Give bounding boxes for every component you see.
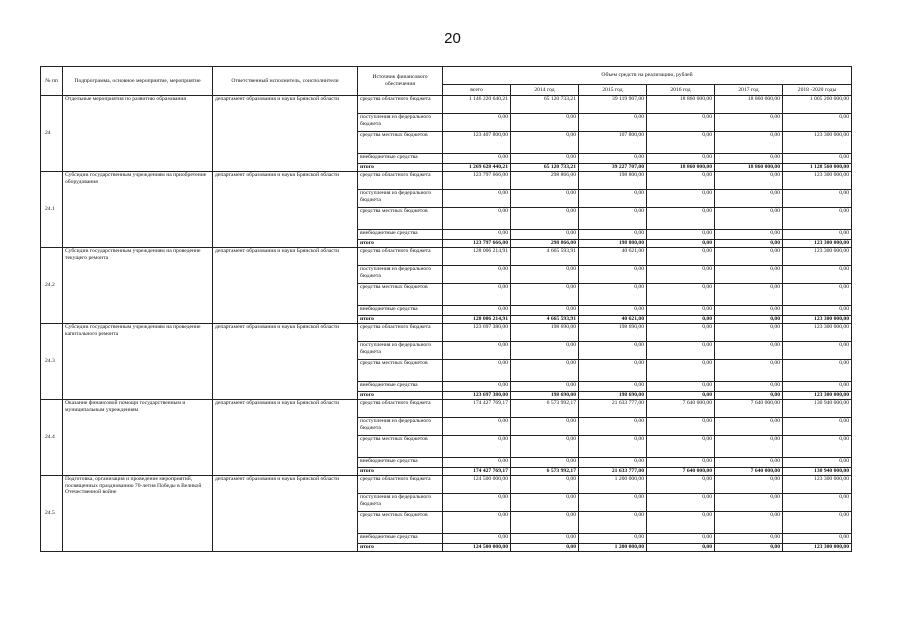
amount-cell: 0,00 bbox=[579, 458, 647, 468]
source-total: итого bbox=[358, 316, 443, 324]
amount-cell: 0,00 bbox=[783, 230, 852, 240]
amount-cell: 0,00 bbox=[647, 382, 715, 392]
amount-cell: 0,00 bbox=[443, 190, 511, 208]
source-extrabudgetary: внебюджетные средства bbox=[358, 154, 443, 164]
amount-cell: 0,00 bbox=[715, 382, 783, 392]
source-federal-budget: поступления из федерального бюджета bbox=[358, 114, 443, 132]
amount-cell: 0,00 bbox=[715, 230, 783, 240]
amount-cell: 0,00 bbox=[715, 534, 783, 544]
amount-cell: 1 128 560 000,00 bbox=[783, 164, 852, 172]
amount-cell: 107 800,00 bbox=[579, 132, 647, 154]
amount-cell: 0,00 bbox=[579, 360, 647, 382]
amount-cell: 123 300 000,00 bbox=[783, 544, 852, 552]
amount-cell: 0,00 bbox=[783, 154, 852, 164]
amount-cell: 0,00 bbox=[647, 208, 715, 230]
program-name: Субсидии государственным учреждениям на проведение текущего ремонта bbox=[63, 248, 213, 324]
amount-cell: 0,00 bbox=[511, 284, 579, 306]
amount-cell: 0,00 bbox=[783, 114, 852, 132]
amount-cell: 0,00 bbox=[579, 306, 647, 316]
amount-cell: 0,00 bbox=[443, 284, 511, 306]
source-federal-budget: поступления из федерального бюджета bbox=[358, 494, 443, 512]
header-year-2014: 2014 год bbox=[511, 85, 579, 96]
amount-cell: 0,00 bbox=[443, 534, 511, 544]
amount-cell: 123 300 000,00 bbox=[783, 316, 852, 324]
row-number: 24.5 bbox=[41, 476, 63, 552]
amount-cell: 0,00 bbox=[647, 266, 715, 284]
header-year-total: всего bbox=[443, 85, 511, 96]
amount-cell: 21 633 777,00 bbox=[579, 400, 647, 418]
amount-cell: 0,00 bbox=[783, 382, 852, 392]
source-extrabudgetary: внебюджетные средства bbox=[358, 306, 443, 316]
amount-cell: 0,00 bbox=[443, 458, 511, 468]
source-extrabudgetary: внебюджетные средства bbox=[358, 382, 443, 392]
amount-cell: 0,00 bbox=[715, 132, 783, 154]
source-total: итого bbox=[358, 240, 443, 248]
program-name: Оказание финансовой помощи государственным и муниципальным учреждениям bbox=[63, 400, 213, 476]
amount-cell: 0,00 bbox=[579, 342, 647, 360]
amount-cell: 0,00 bbox=[443, 114, 511, 132]
amount-cell: 0,00 bbox=[715, 494, 783, 512]
executor-name: департамент образования и науки Брянской области bbox=[213, 172, 358, 248]
amount-cell: 0,00 bbox=[511, 360, 579, 382]
amount-cell: 123 797 666,00 bbox=[443, 240, 511, 248]
amount-cell: 0,00 bbox=[511, 436, 579, 458]
amount-cell: 0,00 bbox=[443, 266, 511, 284]
header-num: № пп bbox=[41, 67, 63, 96]
source-total: итого bbox=[358, 392, 443, 400]
source-total: итого bbox=[358, 164, 443, 172]
amount-cell: 0,00 bbox=[715, 436, 783, 458]
row-number: 24.4 bbox=[41, 400, 63, 476]
amount-cell: 0,00 bbox=[715, 208, 783, 230]
amount-cell: 0,00 bbox=[647, 190, 715, 208]
amount-cell: 0,00 bbox=[511, 418, 579, 436]
amount-cell: 0,00 bbox=[511, 154, 579, 164]
amount-cell: 0,00 bbox=[783, 458, 852, 468]
source-regional-budget: средства областного бюджета bbox=[358, 172, 443, 190]
amount-cell: 0,00 bbox=[647, 172, 715, 190]
amount-cell: 18 860 000,00 bbox=[715, 164, 783, 172]
amount-cell: 6 573 992,17 bbox=[511, 468, 579, 476]
amount-cell: 7 640 000,00 bbox=[715, 468, 783, 476]
source-local-budgets: средства местных бюджетов bbox=[358, 512, 443, 534]
amount-cell: 4 665 593,91 bbox=[511, 316, 579, 324]
program-name: Субсидии государственным учреждениям на приобретение оборудования bbox=[63, 172, 213, 248]
amount-cell: 123 407 800,00 bbox=[443, 132, 511, 154]
amount-cell: 7 640 000,00 bbox=[715, 400, 783, 418]
amount-cell: 0,00 bbox=[715, 316, 783, 324]
amount-cell: 0,00 bbox=[783, 284, 852, 306]
amount-cell: 0,00 bbox=[647, 436, 715, 458]
amount-cell: 198 690,00 bbox=[579, 392, 647, 400]
amount-cell: 0,00 bbox=[647, 418, 715, 436]
header-executor: Ответственный исполнитель, соисполнители bbox=[213, 67, 358, 96]
source-local-budgets: средства местных бюджетов bbox=[358, 132, 443, 154]
source-total: итого bbox=[358, 544, 443, 552]
amount-cell: 198 690,00 bbox=[579, 324, 647, 342]
amount-cell: 0,00 bbox=[443, 512, 511, 534]
amount-cell: 0,00 bbox=[647, 306, 715, 316]
amount-cell: 128 006 214,91 bbox=[443, 316, 511, 324]
amount-cell: 0,00 bbox=[579, 534, 647, 544]
amount-cell: 0,00 bbox=[579, 284, 647, 306]
amount-cell: 0,00 bbox=[783, 494, 852, 512]
amount-cell: 198 690,00 bbox=[511, 324, 579, 342]
amount-cell: 123 300 000,00 bbox=[783, 172, 852, 190]
table-row bbox=[41, 324, 852, 342]
amount-cell: 0,00 bbox=[511, 544, 579, 552]
amount-cell: 0,00 bbox=[783, 190, 852, 208]
amount-cell: 65 120 733,21 bbox=[511, 96, 579, 114]
source-regional-budget: средства областного бюджета bbox=[358, 248, 443, 266]
amount-cell: 0,00 bbox=[715, 190, 783, 208]
amount-cell: 40 621,00 bbox=[579, 248, 647, 266]
amount-cell: 0,00 bbox=[783, 360, 852, 382]
amount-cell: 0,00 bbox=[443, 382, 511, 392]
amount-cell: 0,00 bbox=[443, 418, 511, 436]
amount-cell: 18 860 000,00 bbox=[647, 164, 715, 172]
amount-cell: 0,00 bbox=[579, 494, 647, 512]
amount-cell: 0,00 bbox=[715, 284, 783, 306]
amount-cell: 0,00 bbox=[715, 154, 783, 164]
amount-cell: 0,00 bbox=[579, 114, 647, 132]
amount-cell: 0,00 bbox=[579, 436, 647, 458]
amount-cell: 0,00 bbox=[511, 342, 579, 360]
amount-cell: 0,00 bbox=[783, 306, 852, 316]
amount-cell: 298 866,00 bbox=[511, 172, 579, 190]
executor-name: департамент образования и науки Брянской области bbox=[213, 248, 358, 324]
amount-cell: 0,00 bbox=[647, 534, 715, 544]
header-volume: Объем средств на реализацию, рублей bbox=[443, 67, 852, 85]
amount-cell: 0,00 bbox=[647, 476, 715, 494]
amount-cell: 0,00 bbox=[715, 544, 783, 552]
amount-cell: 0,00 bbox=[647, 512, 715, 534]
header-year-2015: 2015 год bbox=[579, 85, 647, 96]
amount-cell: 0,00 bbox=[715, 172, 783, 190]
amount-cell: 0,00 bbox=[647, 324, 715, 342]
amount-cell: 0,00 bbox=[783, 208, 852, 230]
executor-name: департамент образования и науки Брянской области bbox=[213, 96, 358, 172]
source-regional-budget: средства областного бюджета bbox=[358, 400, 443, 418]
amount-cell: 0,00 bbox=[443, 208, 511, 230]
amount-cell: 4 665 593,91 bbox=[511, 248, 579, 266]
amount-cell: 174 427 769,17 bbox=[443, 468, 511, 476]
amount-cell: 0,00 bbox=[511, 114, 579, 132]
source-extrabudgetary: внебюджетные средства bbox=[358, 230, 443, 240]
header-year-2018-2020: 2018 -2020 годы bbox=[783, 85, 852, 96]
amount-cell: 0,00 bbox=[647, 114, 715, 132]
amount-cell: 0,00 bbox=[579, 190, 647, 208]
amount-cell: 0,00 bbox=[443, 230, 511, 240]
amount-cell: 6 573 992,17 bbox=[511, 400, 579, 418]
amount-cell: 0,00 bbox=[511, 512, 579, 534]
amount-cell: 0,00 bbox=[715, 458, 783, 468]
header-program: Подпрограмма, основное мероприятие, мероприятие bbox=[63, 67, 213, 96]
amount-cell: 1 005 260 000,00 bbox=[783, 96, 852, 114]
table-row bbox=[41, 476, 852, 494]
amount-cell: 0,00 bbox=[715, 240, 783, 248]
amount-cell: 0,00 bbox=[715, 360, 783, 382]
amount-cell: 124 500 000,00 bbox=[443, 476, 511, 494]
table-row bbox=[41, 96, 852, 114]
amount-cell: 123 797 666,00 bbox=[443, 172, 511, 190]
amount-cell: 0,00 bbox=[443, 342, 511, 360]
amount-cell: 0,00 bbox=[511, 382, 579, 392]
amount-cell: 198 800,00 bbox=[579, 240, 647, 248]
program-name: Субсидии государственным учреждениям на проведение капитального ремонта bbox=[63, 324, 213, 400]
row-number: 24.2 bbox=[41, 248, 63, 324]
amount-cell: 0,00 bbox=[579, 418, 647, 436]
amount-cell: 0,00 bbox=[647, 154, 715, 164]
amount-cell: 0,00 bbox=[715, 476, 783, 494]
row-number: 24 bbox=[41, 96, 63, 172]
amount-cell: 0,00 bbox=[715, 306, 783, 316]
amount-cell: 0,00 bbox=[715, 342, 783, 360]
executor-name: департамент образования и науки Брянской области bbox=[213, 324, 358, 400]
amount-cell: 0,00 bbox=[715, 512, 783, 534]
amount-cell: 0,00 bbox=[715, 324, 783, 342]
amount-cell: 0,00 bbox=[511, 208, 579, 230]
amount-cell: 0,00 bbox=[715, 266, 783, 284]
amount-cell: 65 120 733,21 bbox=[511, 164, 579, 172]
amount-cell: 0,00 bbox=[715, 418, 783, 436]
amount-cell: 0,00 bbox=[715, 248, 783, 266]
amount-cell: 0,00 bbox=[647, 132, 715, 154]
amount-cell: 0,00 bbox=[647, 342, 715, 360]
amount-cell: 128 006 214,91 bbox=[443, 248, 511, 266]
amount-cell: 18 860 000,00 bbox=[715, 96, 783, 114]
amount-cell: 174 427 769,17 bbox=[443, 400, 511, 418]
amount-cell: 124 500 000,00 bbox=[443, 544, 511, 552]
header-year-2017: 2017 год bbox=[715, 85, 783, 96]
amount-cell: 0,00 bbox=[647, 458, 715, 468]
amount-cell: 7 640 000,00 bbox=[647, 400, 715, 418]
amount-cell: 21 633 777,00 bbox=[579, 468, 647, 476]
amount-cell: 0,00 bbox=[579, 382, 647, 392]
amount-cell: 198 690,00 bbox=[511, 392, 579, 400]
source-federal-budget: поступления из федерального бюджета bbox=[358, 266, 443, 284]
amount-cell: 130 940 000,00 bbox=[783, 468, 852, 476]
table-header bbox=[41, 67, 852, 96]
amount-cell: 0,00 bbox=[783, 512, 852, 534]
amount-cell: 0,00 bbox=[647, 316, 715, 324]
page-number: 20 bbox=[444, 30, 461, 47]
source-total: итого bbox=[358, 468, 443, 476]
amount-cell: 0,00 bbox=[647, 544, 715, 552]
header-source: Источник финансового обеспечения bbox=[358, 67, 443, 96]
source-local-budgets: средства местных бюджетов bbox=[358, 436, 443, 458]
source-local-budgets: средства местных бюджетов bbox=[358, 360, 443, 382]
amount-cell: 0,00 bbox=[443, 360, 511, 382]
amount-cell: 123 300 000,00 bbox=[783, 240, 852, 248]
amount-cell: 0,00 bbox=[511, 534, 579, 544]
amount-cell: 0,00 bbox=[647, 392, 715, 400]
amount-cell: 0,00 bbox=[647, 360, 715, 382]
table-body bbox=[41, 96, 852, 552]
source-local-budgets: средства местных бюджетов bbox=[358, 284, 443, 306]
source-federal-budget: поступления из федерального бюджета bbox=[358, 190, 443, 208]
amount-cell: 0,00 bbox=[511, 458, 579, 468]
amount-cell: 39 119 907,00 bbox=[579, 96, 647, 114]
budget-table bbox=[40, 66, 852, 552]
amount-cell: 0,00 bbox=[783, 342, 852, 360]
source-federal-budget: поступления из федерального бюджета bbox=[358, 418, 443, 436]
source-regional-budget: средства областного бюджета bbox=[358, 96, 443, 114]
amount-cell: 0,00 bbox=[579, 266, 647, 284]
amount-cell: 0,00 bbox=[783, 418, 852, 436]
amount-cell: 198 800,00 bbox=[579, 172, 647, 190]
amount-cell: 298 866,00 bbox=[511, 240, 579, 248]
amount-cell: 0,00 bbox=[443, 306, 511, 316]
amount-cell: 0,00 bbox=[647, 284, 715, 306]
amount-cell: 0,00 bbox=[647, 240, 715, 248]
amount-cell: 0,00 bbox=[511, 476, 579, 494]
amount-cell: 18 860 000,00 bbox=[647, 96, 715, 114]
amount-cell: 0,00 bbox=[783, 436, 852, 458]
source-federal-budget: поступления из федерального бюджета bbox=[358, 342, 443, 360]
amount-cell: 130 940 000,00 bbox=[783, 400, 852, 418]
amount-cell: 0,00 bbox=[783, 534, 852, 544]
amount-cell: 1 200 000,00 bbox=[579, 476, 647, 494]
amount-cell: 0,00 bbox=[647, 494, 715, 512]
amount-cell: 0,00 bbox=[579, 154, 647, 164]
header-year-2016: 2016 год bbox=[647, 85, 715, 96]
amount-cell: 0,00 bbox=[511, 190, 579, 208]
executor-name: департамент образования и науки Брянской области bbox=[213, 476, 358, 552]
amount-cell: 0,00 bbox=[783, 266, 852, 284]
amount-cell: 0,00 bbox=[647, 230, 715, 240]
amount-cell: 40 621,00 bbox=[579, 316, 647, 324]
amount-cell: 0,00 bbox=[579, 512, 647, 534]
amount-cell: 0,00 bbox=[715, 392, 783, 400]
executor-name: департамент образования и науки Брянской области bbox=[213, 400, 358, 476]
amount-cell: 123 697 380,00 bbox=[443, 392, 511, 400]
amount-cell: 1 269 628 440,21 bbox=[443, 164, 511, 172]
table-row bbox=[41, 248, 852, 266]
amount-cell: 123 300 000,00 bbox=[783, 476, 852, 494]
program-name: Отдельные мероприятия по развитию образования bbox=[63, 96, 213, 172]
amount-cell: 0,00 bbox=[715, 114, 783, 132]
amount-cell: 0,00 bbox=[511, 266, 579, 284]
amount-cell: 1 146 220 640,21 bbox=[443, 96, 511, 114]
table-row bbox=[41, 172, 852, 190]
amount-cell: 0,00 bbox=[443, 436, 511, 458]
amount-cell: 0,00 bbox=[647, 248, 715, 266]
amount-cell: 0,00 bbox=[511, 306, 579, 316]
amount-cell: 0,00 bbox=[511, 494, 579, 512]
amount-cell: 0,00 bbox=[579, 208, 647, 230]
amount-cell: 7 640 000,00 bbox=[647, 468, 715, 476]
table-row bbox=[41, 400, 852, 418]
row-number: 24.1 bbox=[41, 172, 63, 248]
amount-cell: 0,00 bbox=[443, 494, 511, 512]
row-number: 24.3 bbox=[41, 324, 63, 400]
amount-cell: 0,00 bbox=[579, 230, 647, 240]
amount-cell: 1 200 000,00 bbox=[579, 544, 647, 552]
amount-cell: 39 227 707,00 bbox=[579, 164, 647, 172]
source-regional-budget: средства областного бюджета bbox=[358, 324, 443, 342]
amount-cell: 123 300 000,00 bbox=[783, 132, 852, 154]
amount-cell: 0,00 bbox=[511, 230, 579, 240]
amount-cell: 123 300 000,00 bbox=[783, 248, 852, 266]
program-name: Подготовка, организация и проведение мероприятий, посвященных празднованию 70-летия Победы в Великой Отечественной войне bbox=[63, 476, 213, 552]
amount-cell: 123 697 380,00 bbox=[443, 324, 511, 342]
source-extrabudgetary: внебюджетные средства bbox=[358, 458, 443, 468]
amount-cell: 123 300 000,00 bbox=[783, 392, 852, 400]
amount-cell: 123 300 000,00 bbox=[783, 324, 852, 342]
source-local-budgets: средства местных бюджетов bbox=[358, 208, 443, 230]
amount-cell: 0,00 bbox=[443, 154, 511, 164]
amount-cell: 0,00 bbox=[511, 132, 579, 154]
source-regional-budget: средства областного бюджета bbox=[358, 476, 443, 494]
source-extrabudgetary: внебюджетные средства bbox=[358, 534, 443, 544]
